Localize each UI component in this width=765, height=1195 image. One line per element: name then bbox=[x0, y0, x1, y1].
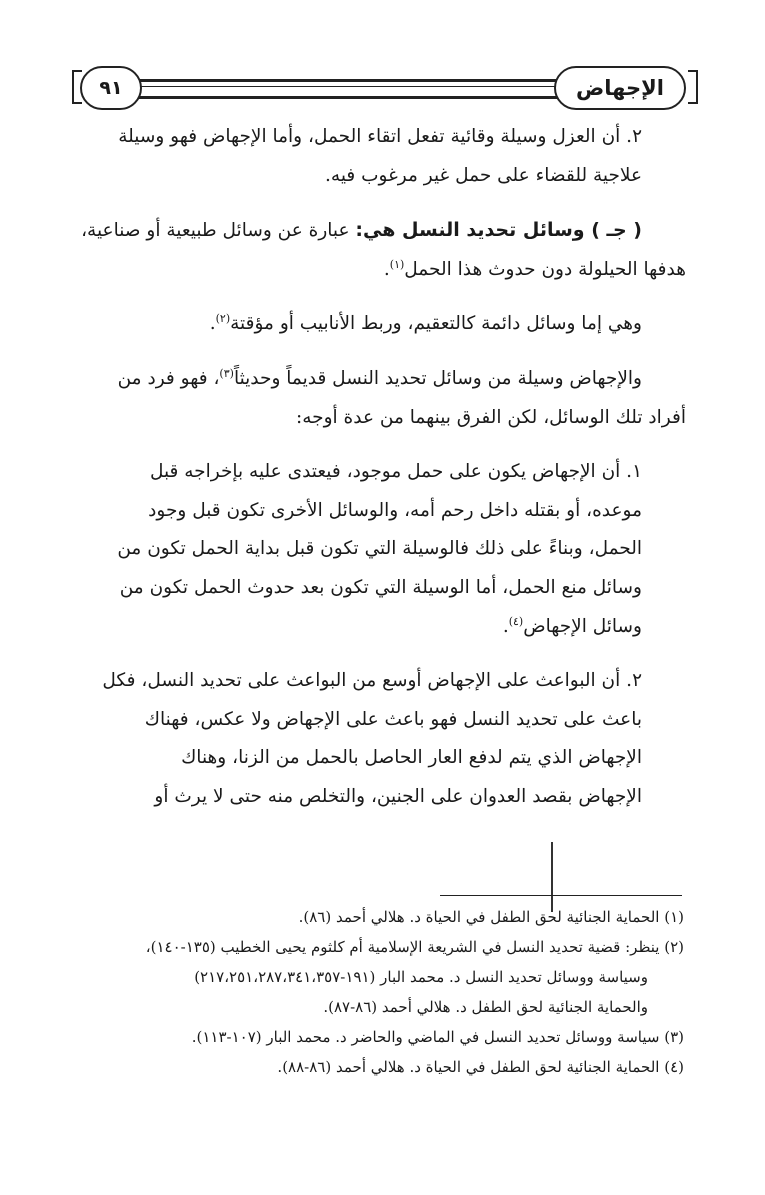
paragraph-line: وهي إما وسائل دائمة كالتعقيم، وربط الأنابيب أو مؤقتة$^{(٢)}$. bbox=[209, 312, 642, 335]
list-item: ٢. أن البواعث على الإجهاض أوسع من البواعث على تحديد النسل، فكل bbox=[102, 670, 642, 692]
paragraph-line: أفراد تلك الوسائل، لكن الفرق بينهما من عدة أوجه: bbox=[296, 406, 686, 428]
page-header bbox=[72, 66, 700, 118]
footnote-ref[interactable]: (١) bbox=[389, 257, 405, 271]
paragraph-line: ٢. أن العزل وسيلة وقائية تفعل اتقاء الحمل، وأما الإجهاض فهو وسيلة bbox=[118, 126, 642, 147]
footnote-ref[interactable]: (٢) bbox=[215, 312, 231, 326]
footnote-divider bbox=[440, 895, 682, 896]
paragraph-line: علاجية للقضاء على حمل غير مرغوب فيه. bbox=[325, 164, 642, 186]
main-text bbox=[78, 118, 686, 817]
definition-heading: ( جـ ) وسائل تحديد النسل هي: bbox=[355, 219, 642, 242]
header-right-bracket bbox=[688, 70, 698, 104]
paragraph-line bbox=[78, 211, 686, 251]
footnote: (٣) سياسة ووسائل تحديد النسل في الماضي والحاضر د. محمد البار (١٠٧-١١٣). bbox=[191, 1028, 684, 1046]
paragraph-line: والإجهاض وسيلة من وسائل تحديد النسل قديماً وحديثاً$^{(٣)}$، فهو فرد من bbox=[117, 366, 642, 389]
footnote-ref[interactable]: (٣) bbox=[219, 366, 234, 380]
page-number: ٩١ bbox=[80, 66, 142, 110]
footnotes bbox=[74, 902, 684, 1082]
footnote: (١) الحماية الجنائية لحق الطفل في الحياة د. هلالي أحمد (٨٦). bbox=[298, 908, 684, 926]
definition-text: عبارة عن وسائل طبيعية أو صناعية، bbox=[81, 220, 356, 242]
list-item-line: وسائل الإجهاض$^{(٤)}$. bbox=[502, 614, 642, 637]
footnote-continuation: والحماية الجنائية لحق الطفل د. هلالي أحمد (٨٦-٨٧). bbox=[323, 998, 648, 1016]
header-rule bbox=[134, 79, 562, 99]
footnote: (٤) الحماية الجنائية لحق الطفل في الحياة د. هلالي أحمد (٨٦-٨٨). bbox=[277, 1058, 684, 1076]
paragraph-line: هدفها الحيلولة دون حدوث هذا الحمل$^{(١)}$. bbox=[383, 257, 686, 280]
list-item-line: موعده، أو بقتله داخل رحم أمه، والوسائل الأخرى تكون قبل وجود bbox=[148, 499, 642, 521]
footnote-ref[interactable]: (٤) bbox=[508, 614, 524, 628]
list-item: ١. أن الإجهاض يكون على حمل موجود، فيعتدى عليه بإخراجه قبل bbox=[149, 461, 642, 483]
list-item-line: وسائل منع الحمل، أما الوسيلة التي تكون بعد حدوث الحمل تكون من bbox=[119, 576, 642, 598]
footnote: (٢) ينظر: قضية تحديد النسل في الشريعة الإسلامية أم كلثوم يحيى الخطيب (١٣٥-١٤٠)، bbox=[145, 938, 684, 956]
list-item-line: الإجهاض الذي يتم لدفع العار الحاصل بالحمل من الزنا، وهناك bbox=[181, 747, 642, 769]
chapter-title: الإجهاض bbox=[554, 66, 686, 110]
list-item-line: الحمل، وبناءً على ذلك فالوسيلة التي تكون قبل بداية الحمل تكون من bbox=[117, 538, 642, 560]
list-item-line: باعث على تحديد النسل فهو باعث على الإجهاض ولا عكس، فهناك bbox=[144, 708, 642, 730]
list-item-line: الإجهاض بقصد العدوان على الجنين، والتخلص منه حتى لا يرث أو bbox=[154, 785, 642, 807]
footnote-continuation: وسياسة ووسائل تحديد النسل د. محمد البار (١٩١-٢١٧،٢٥١،٢٨٧،٣٤١،٣٥٧) bbox=[194, 968, 648, 986]
